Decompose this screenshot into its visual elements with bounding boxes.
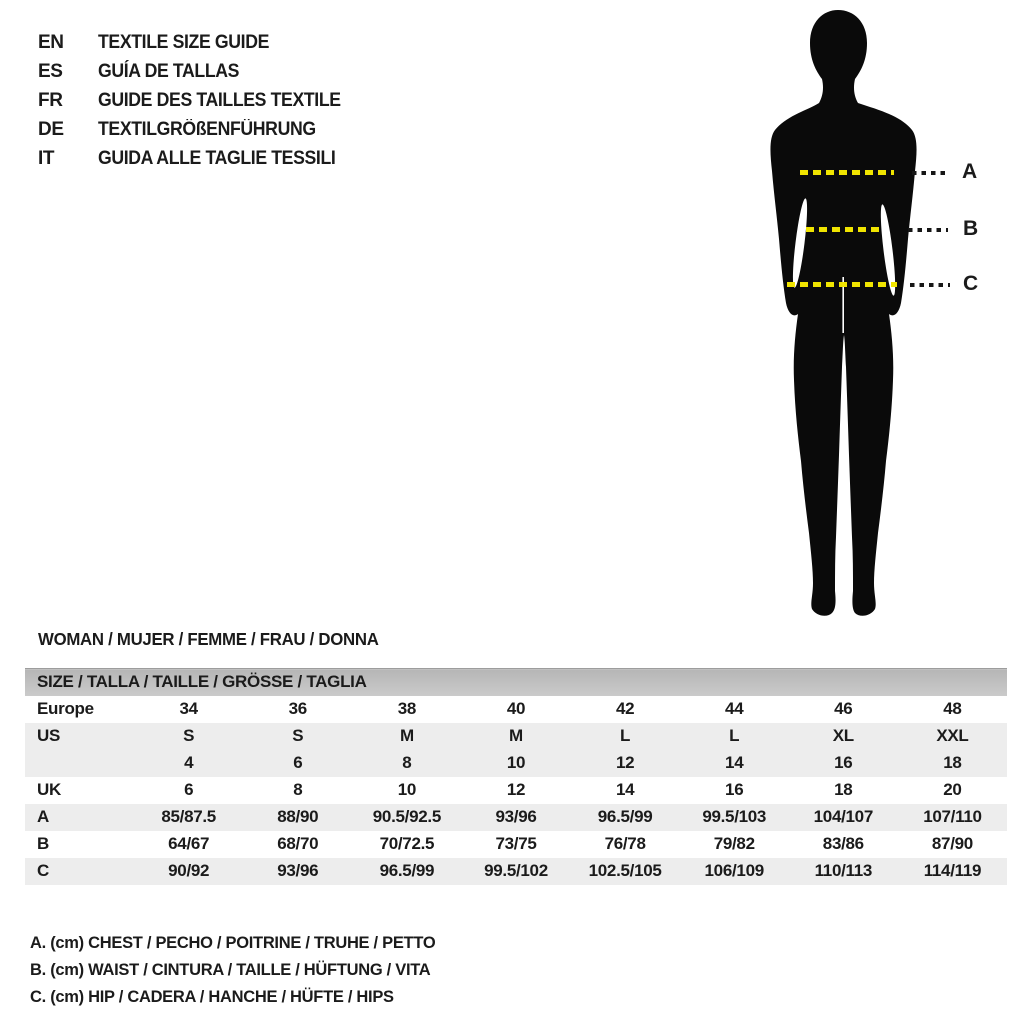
size-cell: 85/87.5 <box>134 804 243 831</box>
legend-line: C. (cm) HIP / CADERA / HANCHE / HÜFTE / HIPS <box>30 986 394 1006</box>
size-cell: XL <box>789 723 898 750</box>
row-label: Europe <box>37 699 94 718</box>
language-title: GUÍA DE TALLAS <box>98 60 240 82</box>
chest-measure-line <box>800 170 894 175</box>
size-cell: 16 <box>725 780 744 799</box>
row-label: B <box>37 834 49 853</box>
size-cell: 14 <box>680 750 789 777</box>
size-cell: 102.5/105 <box>571 858 680 885</box>
size-cell: 99.5/103 <box>680 804 789 831</box>
size-cell: 90.5/92.5 <box>352 804 461 831</box>
size-cell: 18 <box>898 750 1007 777</box>
hip-marker-label: C <box>963 272 979 295</box>
row-label: A <box>25 804 134 831</box>
legend-line: A. (cm) CHEST / PECHO / POITRINE / TRUHE / PETTO <box>30 932 436 952</box>
size-cell: S <box>243 723 352 750</box>
table-row <box>25 750 1007 777</box>
size-cell: 93/96 <box>461 804 570 831</box>
chest-marker-label: A <box>962 160 978 183</box>
waist-measure-line <box>806 227 883 232</box>
size-cell: 16 <box>789 750 898 777</box>
size-cell: M <box>461 723 570 750</box>
size-cell: 12 <box>506 780 526 799</box>
size-cell: 6 <box>184 780 194 799</box>
language-code: FR <box>38 89 63 111</box>
waist-marker-label: B <box>963 217 979 240</box>
size-cell: 90/92 <box>134 858 243 885</box>
legend-line: B. (cm) WAIST / CINTURA / TAILLE / HÜFTUNG / VITA <box>30 959 431 979</box>
size-cell: L <box>571 723 680 750</box>
size-cell: 10 <box>397 780 417 799</box>
table-row <box>25 696 1007 723</box>
size-cell: 8 <box>293 780 303 799</box>
size-cell: XXL <box>898 723 1007 750</box>
woman-silhouette-image <box>748 5 958 625</box>
size-cell: 99.5/102 <box>461 858 570 885</box>
size-cell: 8 <box>352 750 461 777</box>
size-cell: 76/78 <box>604 834 646 853</box>
size-cell: 46 <box>834 699 853 718</box>
size-cell: 70/72.5 <box>379 834 435 853</box>
size-table <box>25 668 1007 885</box>
size-cell: 107/110 <box>898 804 1007 831</box>
size-cell: 40 <box>506 699 526 718</box>
table-row <box>25 804 1007 831</box>
measurement-legend <box>30 929 448 1010</box>
language-title-list <box>38 28 359 173</box>
size-table-header: SIZE / TALLA / TAILLE / GRÖSSE / TAGLIA <box>25 669 1007 696</box>
size-cell: 36 <box>288 699 307 718</box>
language-title: TEXTILGRÖßENFÜHRUNG <box>98 118 316 140</box>
language-row <box>38 144 359 173</box>
table-row <box>25 858 1007 885</box>
hip-leader-line <box>910 283 950 287</box>
size-cell: 6 <box>243 750 352 777</box>
size-cell: 96.5/99 <box>571 804 680 831</box>
size-cell: 10 <box>461 750 570 777</box>
language-code: DE <box>38 118 64 140</box>
language-title: GUIDE DES TAILLES TEXTILE <box>98 89 341 111</box>
size-table-header-row <box>25 669 1007 696</box>
size-cell: 83/86 <box>822 834 864 853</box>
size-cell: 34 <box>179 699 198 718</box>
size-cell: 110/113 <box>789 858 898 885</box>
language-title: TEXTILE SIZE GUIDE <box>98 31 270 53</box>
size-cell: 4 <box>134 750 243 777</box>
table-row <box>25 723 1007 750</box>
size-cell: 42 <box>615 699 635 718</box>
table-row <box>25 831 1007 858</box>
size-cell: 44 <box>725 699 744 718</box>
size-cell: 87/90 <box>931 834 973 853</box>
language-row <box>38 28 359 57</box>
language-row <box>38 57 359 86</box>
size-cell: 20 <box>943 780 962 799</box>
woman-figure <box>748 5 978 630</box>
size-cell: 104/107 <box>789 804 898 831</box>
size-cell: 48 <box>943 699 962 718</box>
size-cell: 38 <box>397 699 417 718</box>
size-cell: 96.5/99 <box>352 858 461 885</box>
chest-leader-line <box>912 171 950 175</box>
row-label: US <box>25 723 134 750</box>
size-cell: 68/70 <box>277 834 319 853</box>
language-code: IT <box>38 147 55 169</box>
size-cell: 64/67 <box>168 834 210 853</box>
row-label: C <box>25 858 134 885</box>
language-row <box>38 86 359 115</box>
table-row <box>25 777 1007 804</box>
size-cell: 18 <box>834 780 853 799</box>
hip-measure-line <box>787 282 897 287</box>
language-code: EN <box>38 31 64 53</box>
size-cell: 14 <box>615 780 635 799</box>
size-cell: 106/109 <box>680 858 789 885</box>
waist-leader-line <box>908 228 948 232</box>
language-code: ES <box>38 60 63 82</box>
size-cell: 93/96 <box>243 858 352 885</box>
size-cell: S <box>134 723 243 750</box>
size-cell: 88/90 <box>243 804 352 831</box>
row-label: UK <box>37 780 61 799</box>
size-cell: 79/82 <box>713 834 755 853</box>
size-cell: 114/119 <box>898 858 1007 885</box>
section-title: WOMAN / MUJER / FEMME / FRAU / DONNA <box>38 629 379 649</box>
size-cell: 73/75 <box>495 834 537 853</box>
language-row <box>38 115 359 144</box>
size-cell: 12 <box>571 750 680 777</box>
language-title: GUIDA ALLE TAGLIE TESSILI <box>98 147 336 169</box>
size-cell: L <box>680 723 789 750</box>
size-cell: M <box>352 723 461 750</box>
row-label <box>25 750 134 777</box>
